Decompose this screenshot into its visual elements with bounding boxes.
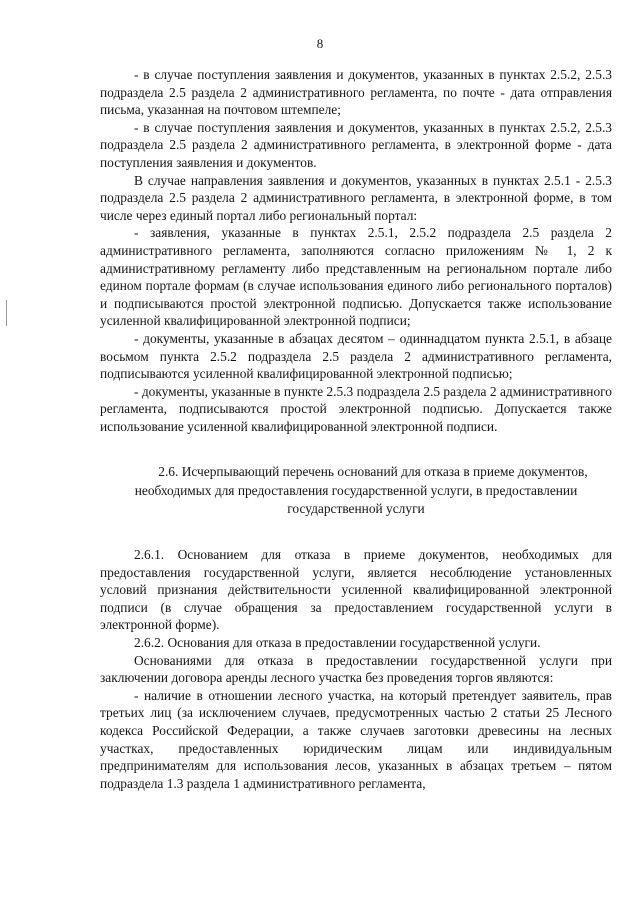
section-heading: 2.6. Исчерпывающий перечень оснований для отказа в приеме документов, необходимых для предоставления государственной услуги, в предоставлении государственной услуги [134, 464, 588, 516]
paragraph-applications-signing: - заявления, указанные в пунктах 2.5.1, 2.5.2 подраздела 2.5 раздела 2 административного регламента, заполняются согласно приложениям № 1, 2 к административному регламенту либо представленным на региональном портале либо едином портале формам (в случае использования единого либо регионального порталов) и подписываются простой электронной подписью. Допускается также использование усиленной квалифицированной электронной подписи; [100, 225, 612, 329]
paragraph-documents-simple-signature: - документы, указанные в пункте 2.5.3 подраздела 2.5 раздела 2 административного регламента, подписываются простой электронной подписью. Допускается также использование усиленной квалифицированной электронной подписи. [100, 383, 612, 434]
paragraph-electronic-receipt: - в случае поступления заявления и документов, указанных в пунктах 2.5.2, 2.5.3 подраздела 2.5 раздела 2 административного регламента, в электронной форме - дата поступления заявления и документов. [100, 119, 612, 170]
paragraph-documents-qualified-signature: - документы, указанные в абзацах десятом – одиннадцатом пункта 2.5.1, в абзаце восьмом пункта 2.5.2 подраздела 2.5 раздела 2 административного регламента, подписываются усиленной квалифицированной электронной подписью; [100, 330, 612, 382]
scan-artifact-mark [6, 300, 7, 326]
paragraph-2-6-2: 2.6.2. Основания для отказа в предоставлении государственной услуги. [134, 635, 541, 651]
paragraph-electronic-submission: В случае направления заявления и документов, указанных в пунктах 2.5.1 - 2.5.3 подраздела 2.5 раздела 2 административного регламента, в электронной форме, в том числе через единый портал либо региональный портал: [100, 172, 612, 223]
document-body [100, 66, 612, 792]
paragraph-grounds-intro: Основаниями для отказа в предоставлении государственной услуги при заключении договора аренды лесного участка без проведения торгов являются: [100, 652, 612, 686]
paragraph-2-6-1: 2.6.1. Основанием для отказа в приеме документов, необходимых для предоставления государственной услуги, является несоблюдение установленных условий признания действительности усиленной квалифицированной электронной подписи (в случае обращения за предоставлением государственной услуги в электронной форме). [100, 547, 612, 633]
paragraph-by-mail: - в случае поступления заявления и документов, указанных в пунктах 2.5.2, 2.5.3 подраздела 2.5 раздела 2 административного регламента, по почте - дата отправления письма, указанная на почтовом штемпеле; [100, 67, 612, 118]
paragraph-third-party-rights: - наличие в отношении лесного участка, на который претендует заявитель, прав третьих лиц (за исключением случаев, предусмотренных частью 2 статьи 25 Лесного кодекса Российской Федерации, а также случаев заготовки древесины на лесных участках, предоставленных юридическим лицам или индивидуальным предпринимателям для использования лесов, указанных в абзацах третьем – пятом подраздела 1.3 раздела 1 административного регламента, [100, 687, 612, 791]
page-number: 8 [316, 36, 324, 51]
